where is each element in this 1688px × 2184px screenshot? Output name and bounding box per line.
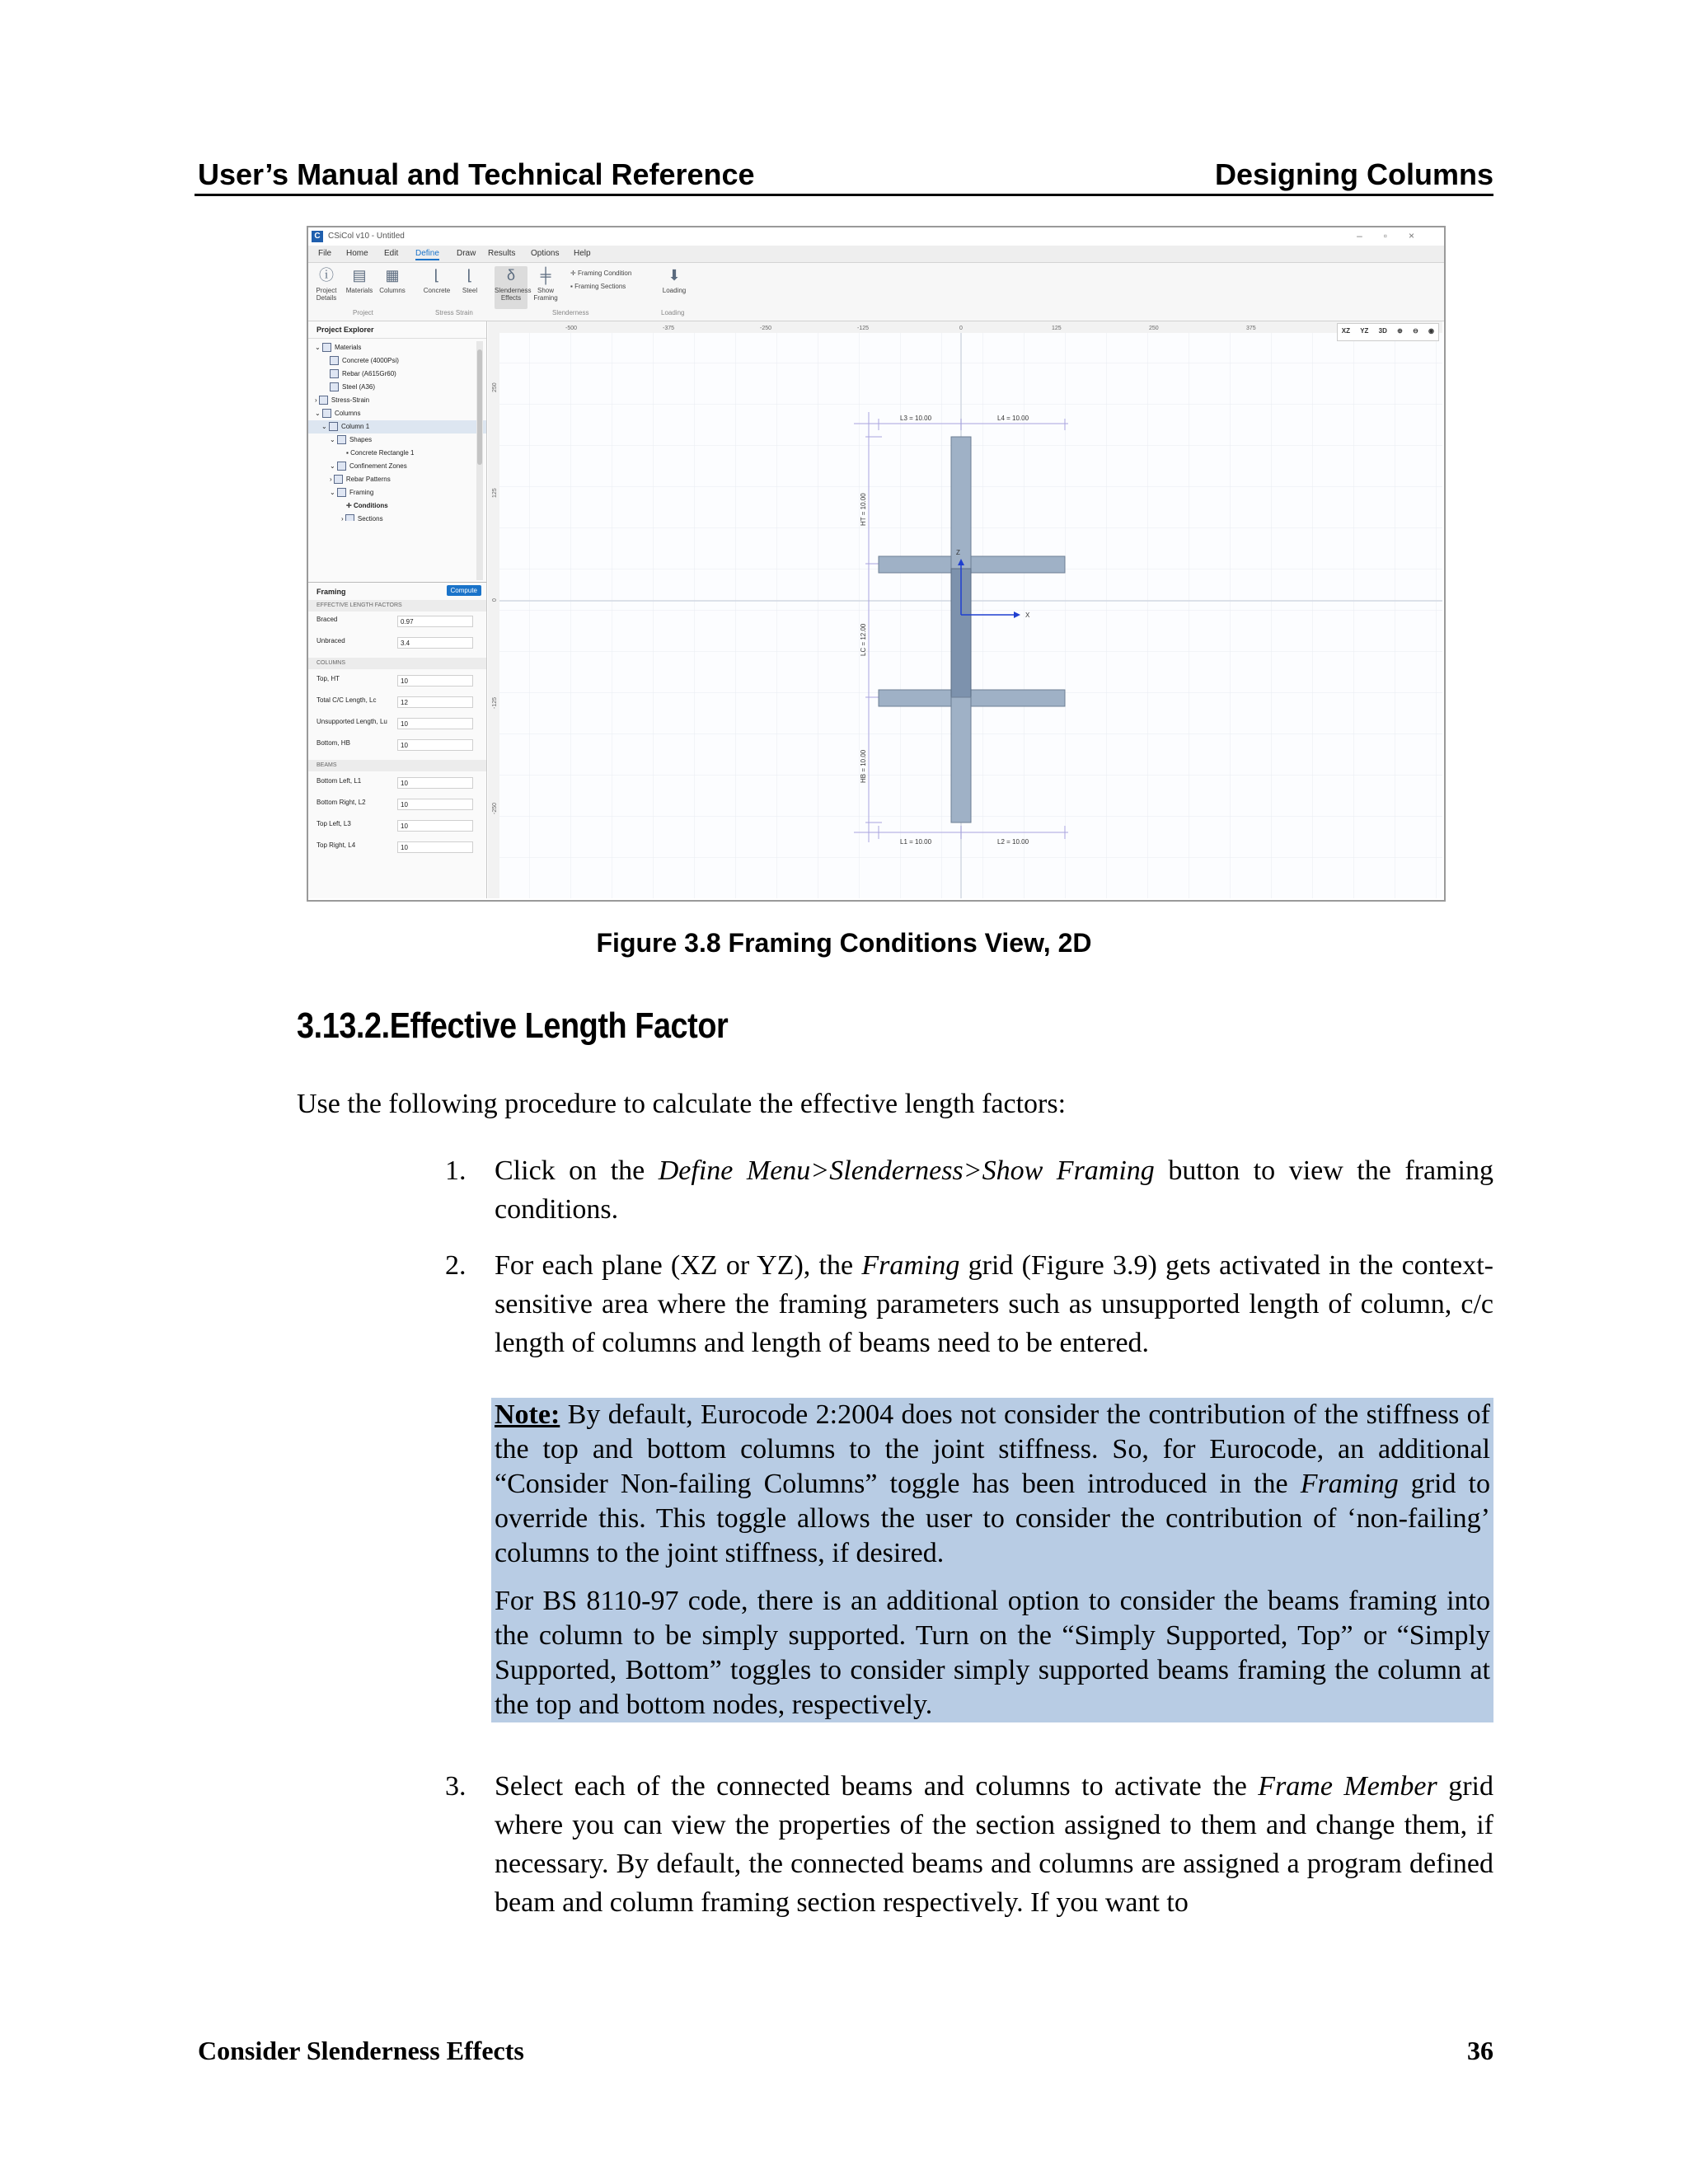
list-item-step-2: 2. For each plane (XZ or YZ), the Framing grid (Figure 3.9) gets activated in the context-sensitive area where the framing parameters such as unsupported length of column, c/c length of columns and length of beams need to be entered. — [445, 1250, 1493, 1358]
ribbon-group-stress-strain: Stress Strain — [435, 309, 473, 316]
note-box — [491, 1398, 1493, 1722]
top-right-input[interactable]: 10 — [397, 841, 473, 853]
zoom-in-icon[interactable]: ⊕ — [1397, 327, 1403, 335]
figure-caption: Figure 3.8 Framing Conditions View, 2D — [596, 928, 1092, 958]
top-ht-input[interactable]: 10 — [397, 675, 473, 687]
top-right-beam[interactable] — [961, 556, 1065, 573]
view-yz-button[interactable]: YZ — [1360, 327, 1369, 335]
ruler-y-label: 125 — [492, 488, 498, 498]
field-bottom-left: Bottom Left, L1 10 — [308, 775, 486, 793]
framing-drawing — [488, 321, 1442, 898]
steel-button[interactable]: ⌊ Steel — [462, 267, 478, 294]
top-left-beam[interactable] — [879, 556, 961, 573]
dim-lc: LC = 12.00 — [860, 623, 867, 656]
ruler-y-label: 0 — [492, 598, 498, 602]
columns-icon: ▦ — [385, 267, 400, 284]
field-bottom-hb: Bottom, HB 10 — [308, 737, 486, 755]
view-xz-button[interactable]: XZ — [1341, 327, 1350, 335]
project-explorer-header: Project Explorer — [308, 321, 486, 339]
dim-l4: L4 = 10.00 — [997, 415, 1029, 422]
field-unbraced: Unbraced 3.4 — [308, 635, 486, 653]
columns-button[interactable]: ▦ Columns — [379, 267, 406, 294]
ribbon-group-loading: Loading — [661, 309, 685, 316]
compute-button[interactable]: Compute — [447, 585, 481, 596]
bottom-hb-input[interactable]: 10 — [397, 739, 473, 751]
tree-item-confinement-zones[interactable]: ⌄ Confinement Zones — [330, 462, 407, 470]
ruler-y-label: 250 — [492, 382, 498, 392]
title-bar — [308, 227, 1444, 246]
dim-l2: L2 = 10.00 — [997, 838, 1029, 846]
explorer-scrollbar[interactable] — [476, 341, 483, 580]
project-details-button[interactable]: ⓘ Project Details — [316, 267, 337, 302]
materials-icon: ▤ — [352, 267, 367, 284]
list-item-step-3: 3. Select each of the connected beams and columns to activate the Frame Member grid where you can view the properties of the section assigned to them and change them, if necessary. By default, the connected beams and columns are assigned a program defined beam and column framing section respectively. If you want to — [445, 1771, 1493, 1918]
ribbon-group-project: Project — [353, 309, 373, 316]
intro-paragraph: Use the following procedure to calculate the effective length factors: — [297, 1089, 1067, 1119]
dim-hb: HB = 10.00 — [860, 749, 867, 783]
stress-curve-icon: ⌊ — [467, 267, 473, 284]
bottom-left-beam[interactable] — [879, 690, 961, 706]
concrete-button[interactable]: ⌊ Concrete — [423, 267, 451, 294]
tree-item-conditions[interactable]: ✛ Conditions — [346, 502, 388, 509]
field-top-ht: Top, HT 10 — [308, 673, 486, 691]
view-3d-button[interactable]: 3D — [1378, 327, 1387, 335]
tree-item-sections[interactable]: › Sections — [308, 513, 506, 521]
ruler-x-label: 0 — [959, 326, 963, 331]
bottom-right-beam[interactable] — [961, 690, 1065, 706]
field-top-right: Top Right, L4 10 — [308, 839, 486, 857]
tree-item-rebar[interactable]: Rebar (A615Gr60) — [308, 368, 495, 381]
ruler-x-label: -500 — [565, 326, 578, 331]
tree-item-column-1[interactable]: ⌄ Column 1 — [308, 420, 486, 434]
ruler-x-label: -250 — [760, 326, 772, 331]
menu-draw[interactable]: Draw — [457, 249, 476, 258]
show-framing-button[interactable]: ╪ Show Framing — [533, 267, 558, 302]
bottom-left-input[interactable]: 10 — [397, 777, 473, 789]
framing-grid-icon: ╪ — [540, 267, 551, 284]
ruler-y-label: -125 — [492, 696, 498, 709]
tree-item-rebar-patterns[interactable]: › Rebar Patterns — [330, 476, 391, 483]
slenderness-effects-button[interactable]: δ Slenderness Effects — [495, 266, 528, 309]
zoom-out-icon[interactable]: ⊖ — [1413, 327, 1418, 335]
tree-item-stress-strain[interactable]: › Stress-Strain — [315, 396, 370, 404]
tree-item-materials[interactable]: ⌄ Materials — [315, 344, 362, 351]
dim-l3: L3 = 10.00 — [900, 415, 932, 422]
ruler-x-label: -375 — [663, 326, 675, 331]
ruler-y-label: -250 — [492, 802, 498, 814]
window-controls[interactable]: –▫× — [1357, 230, 1436, 241]
tree-item-framing[interactable]: ⌄ Framing — [330, 489, 374, 496]
field-top-left: Top Left, L3 10 — [308, 818, 486, 836]
unbraced-input[interactable]: 3.4 — [397, 637, 473, 649]
top-column[interactable] — [951, 437, 971, 569]
bottom-column[interactable] — [951, 697, 971, 823]
info-icon: ⓘ — [319, 267, 334, 284]
note-paragraph-1: Note: By default, Eurocode 2:2004 does not consider the contribution of the stiffness of the top and bottom columns to the joint stiffness. So, for Eurocode, an additional “Consider Non-failing Columns” toggle has been introduced in the Framing grid to override this. This toggle allows the user to consider the contribution of ‘non-failing’ columns to the joint stiffness, if desired. — [495, 1399, 1490, 1568]
page-number: 36 — [1467, 2036, 1493, 2065]
dim-l1: L1 = 10.00 — [900, 838, 932, 846]
menu-file[interactable]: File — [318, 249, 332, 258]
field-braced: Braced 0.97 — [308, 613, 486, 631]
app-title: CSiCol v10 - Untitled — [328, 232, 405, 241]
ruler-x-label: 250 — [1149, 326, 1159, 331]
framing-grid-header: Framing Compute — [308, 582, 486, 599]
section-columns: COLUMNS — [308, 658, 486, 669]
app-logo-icon: C — [312, 231, 323, 242]
tree-item-shapes[interactable]: ⌄ Shapes — [330, 436, 373, 443]
menu-results[interactable]: Results — [488, 249, 516, 258]
view-toolbar — [1337, 323, 1439, 341]
top-ruler — [488, 321, 1442, 333]
tree-item-steel[interactable]: Steel (A36) — [308, 381, 495, 394]
ribbon-group-slenderness: Slenderness — [552, 309, 589, 316]
total-cc-length-input[interactable]: 12 — [397, 696, 473, 708]
section-title: 3.13.2.Effective Length Factor — [297, 1005, 729, 1046]
ruler-x-label: 375 — [1246, 326, 1256, 331]
note-paragraph-2: For BS 8110-97 code, there is an additional option to consider the beams framing into the column to be simply supported. Turn on the “Simply Supported, Top” or “Simply Supported, Bottom” toggles to consider simply supported beams framing the column at the top and bottom nodes, respectively. — [495, 1586, 1490, 1720]
axis-x-label: X — [1025, 612, 1030, 619]
ruler-x-label: 125 — [1052, 326, 1062, 331]
tree-item-concrete[interactable]: Concrete (4000Psi) — [308, 354, 495, 368]
menu-define[interactable]: Define — [415, 249, 439, 260]
menu-home[interactable]: Home — [346, 249, 368, 258]
top-left-input[interactable]: 10 — [397, 820, 473, 832]
field-unsupported-length: Unsupported Length, Lu 10 — [308, 715, 486, 733]
ruler-x-label: -125 — [857, 326, 870, 331]
section-effective-length-factors: EFFECTIVE LENGTH FACTORS — [308, 600, 486, 612]
delta-icon: δ — [506, 267, 516, 284]
framing-condition-button[interactable]: ✛ Framing Condition — [570, 269, 632, 277]
field-total-cc-length: Total C/C Length, Lc 12 — [308, 694, 486, 712]
tree-item-concrete-rectangle[interactable]: ▪ Concrete Rectangle 1 — [346, 449, 415, 457]
page-header-left: User’s Manual and Technical Reference — [198, 157, 755, 191]
section-beams: BEAMS — [308, 760, 486, 771]
menu-edit[interactable]: Edit — [384, 249, 399, 258]
loading-button[interactable]: ⬇ Loading — [662, 267, 687, 294]
materials-button[interactable]: ▤ Materials — [345, 267, 373, 294]
app-screenshot — [307, 226, 1446, 902]
framing-sections-button[interactable]: ▪ Framing Sections — [570, 283, 626, 290]
page-header-right: Designing Columns — [1214, 157, 1493, 191]
dim-ht: HT = 10.00 — [860, 493, 867, 526]
menu-options[interactable]: Options — [531, 249, 560, 258]
project-explorer-panel — [308, 321, 487, 898]
footer-section-name: Consider Slenderness Effects — [198, 2036, 524, 2065]
braced-input[interactable]: 0.97 — [397, 616, 473, 627]
axis-z-label: Z — [956, 549, 960, 556]
menu-bar — [308, 246, 1444, 263]
drawing-canvas[interactable] — [488, 321, 1442, 898]
bottom-right-input[interactable]: 10 — [397, 799, 473, 810]
tree-item-columns[interactable]: ⌄ Columns — [315, 410, 361, 417]
field-bottom-right: Bottom Right, L2 10 — [308, 796, 486, 814]
arrow-down-icon: ⬇ — [668, 267, 681, 284]
ribbon — [308, 263, 1444, 321]
header-rule — [195, 194, 1493, 196]
stress-curve-icon: ⌊ — [434, 267, 440, 284]
menu-help[interactable]: Help — [574, 249, 591, 258]
zoom-fit-icon[interactable]: ◉ — [1428, 327, 1434, 335]
list-item-step-1: 1. Click on the Define Menu>Slenderness>Show Framing button to view the framing conditions. — [445, 1155, 1493, 1225]
unsupported-length-input[interactable]: 10 — [397, 718, 473, 729]
